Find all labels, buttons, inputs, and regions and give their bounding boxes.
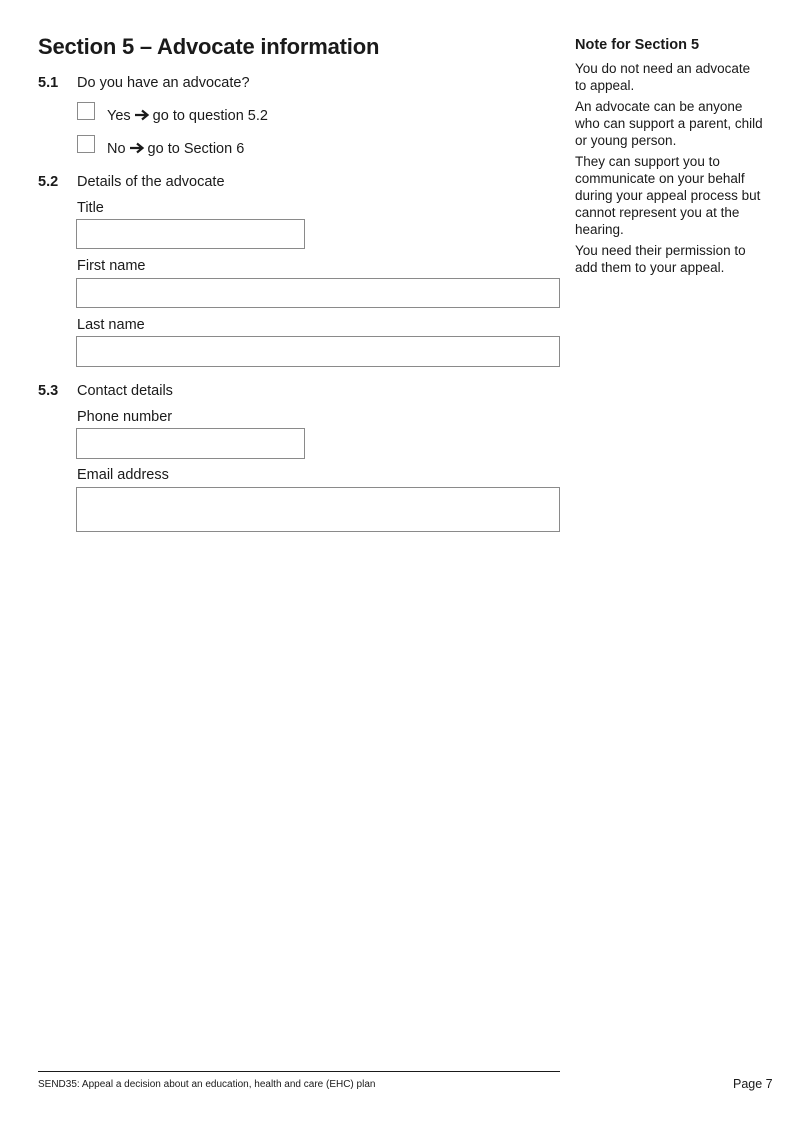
section-title: Section 5 – Advocate information xyxy=(38,34,380,59)
yes-checkbox[interactable] xyxy=(77,102,95,120)
note-panel xyxy=(575,37,765,276)
first-name-label: First name xyxy=(77,258,146,274)
no-option xyxy=(107,141,244,157)
phone-field[interactable] xyxy=(76,428,305,459)
phone-label: Phone number xyxy=(77,409,173,425)
title-field[interactable] xyxy=(76,219,305,249)
no-option-label: No xyxy=(107,141,126,157)
footer-form-reference: SEND35: Appeal a decision about an education, health and care (EHC) plan xyxy=(38,1079,376,1090)
yes-option-target: go to question 5.2 xyxy=(152,108,268,124)
arrow-right-icon xyxy=(134,109,150,121)
last-name-label: Last name xyxy=(77,317,145,333)
email-field[interactable] xyxy=(76,487,560,532)
last-name-field[interactable] xyxy=(76,336,560,367)
question-5-1-text: Do you have an advocate? xyxy=(77,75,250,91)
question-5-1-number: 5.1 xyxy=(38,75,59,91)
no-checkbox[interactable] xyxy=(77,135,95,153)
note-paragraph: You need their permission to add them to your appeal. xyxy=(575,243,746,275)
question-5-2-text: Details of the advocate xyxy=(77,174,225,190)
email-label: Email address xyxy=(77,467,169,483)
yes-option-label: Yes xyxy=(107,108,131,124)
note-paragraph: An advocate can be anyone who can support a parent, child or young person. xyxy=(575,99,763,148)
yes-option xyxy=(107,108,268,124)
page-number: Page 7 xyxy=(733,1077,773,1091)
footer-divider xyxy=(38,1071,560,1072)
title-label: Title xyxy=(77,200,104,216)
question-5-2-number: 5.2 xyxy=(38,174,59,190)
question-5-3-number: 5.3 xyxy=(38,383,59,399)
note-paragraph: You do not need an advocate to appeal. xyxy=(575,61,751,93)
question-5-3-text: Contact details xyxy=(77,383,173,399)
note-title: Note for Section 5 xyxy=(575,37,700,53)
no-option-target: go to Section 6 xyxy=(147,141,245,157)
note-paragraph: They can support you to communicate on your behalf during your appeal process but cannot represent you at the hearing. xyxy=(575,154,761,237)
arrow-right-icon xyxy=(129,142,145,154)
first-name-field[interactable] xyxy=(76,278,560,308)
